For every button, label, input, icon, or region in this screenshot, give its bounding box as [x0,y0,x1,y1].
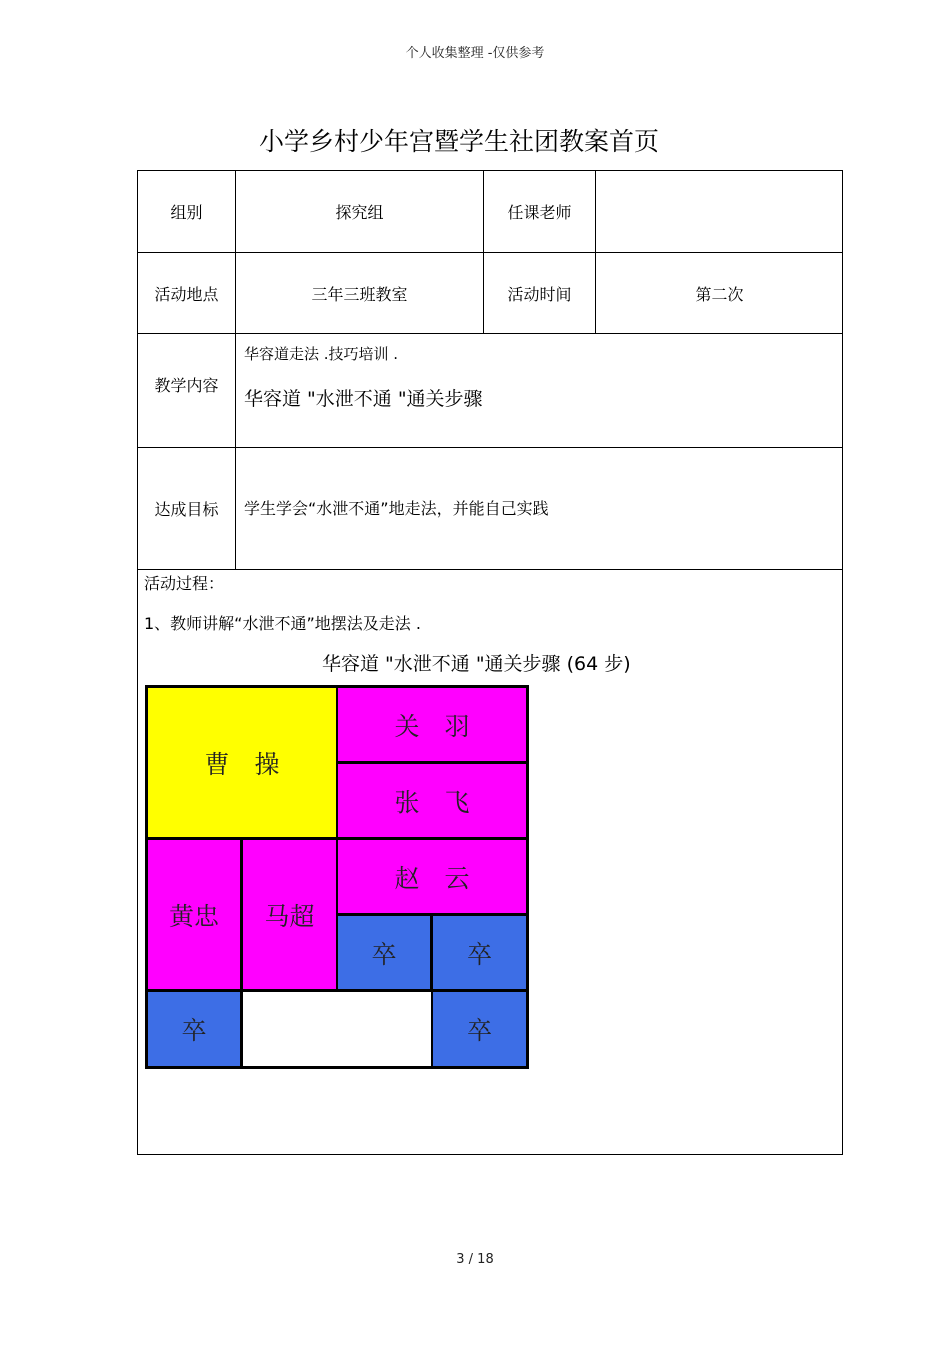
page-number: 3 / 18 [456,1252,494,1267]
teacher-value [596,171,843,252]
group-label: 组别 [170,203,203,222]
time-value: 第二次 [695,284,744,304]
page-header: 个人收集整理 -仅供参考 [405,46,545,61]
tile-soldier: 卒 [433,992,526,1066]
tile-huangzhong: 黄忠 [148,840,240,989]
place-value: 三年三班教室 [311,284,408,304]
place-label: 活动地点 [154,284,219,304]
content-line-1: 华容道走法 .技巧培训 . [244,345,399,363]
page-title: 小学乡村少年宫暨学生社团教案首页 [258,127,659,156]
tile-zhangfei: 张 飞 [338,764,526,837]
teacher-label: 任课老师 [507,203,572,222]
klotski-board [145,685,529,1069]
process-label: 活动过程： [144,574,225,593]
content-label: 教学内容 [154,376,219,395]
tile-machao: 马超 [243,840,336,989]
goal-label: 达成目标 [154,500,219,519]
content-line-2: 华容道 "水泄不通 "通关步骤 [244,388,483,410]
tile-soldier: 卒 [433,916,526,989]
row-divider [138,447,843,448]
goal-value: 学生学会“水泄不通”地走法，并能自己实践 [244,499,549,518]
group-value: 探究组 [335,203,384,222]
time-label: 活动时间 [507,284,572,304]
tile-caocao: 曹 操 [148,688,336,837]
row-divider [138,333,843,334]
row-divider [138,569,843,570]
tile-zhaoyun: 赵 云 [338,840,526,913]
tile-guanyu: 关 羽 [338,688,526,761]
diagram-title: 华容道 "水泄不通 "通关步骤 (64 步) [322,653,631,675]
tile-soldier: 卒 [338,916,430,989]
process-step-1: 1、教师讲解“水泄不通”地摆法及走法 . [144,614,421,633]
tile-soldier: 卒 [148,992,240,1066]
empty-space [243,992,431,1066]
